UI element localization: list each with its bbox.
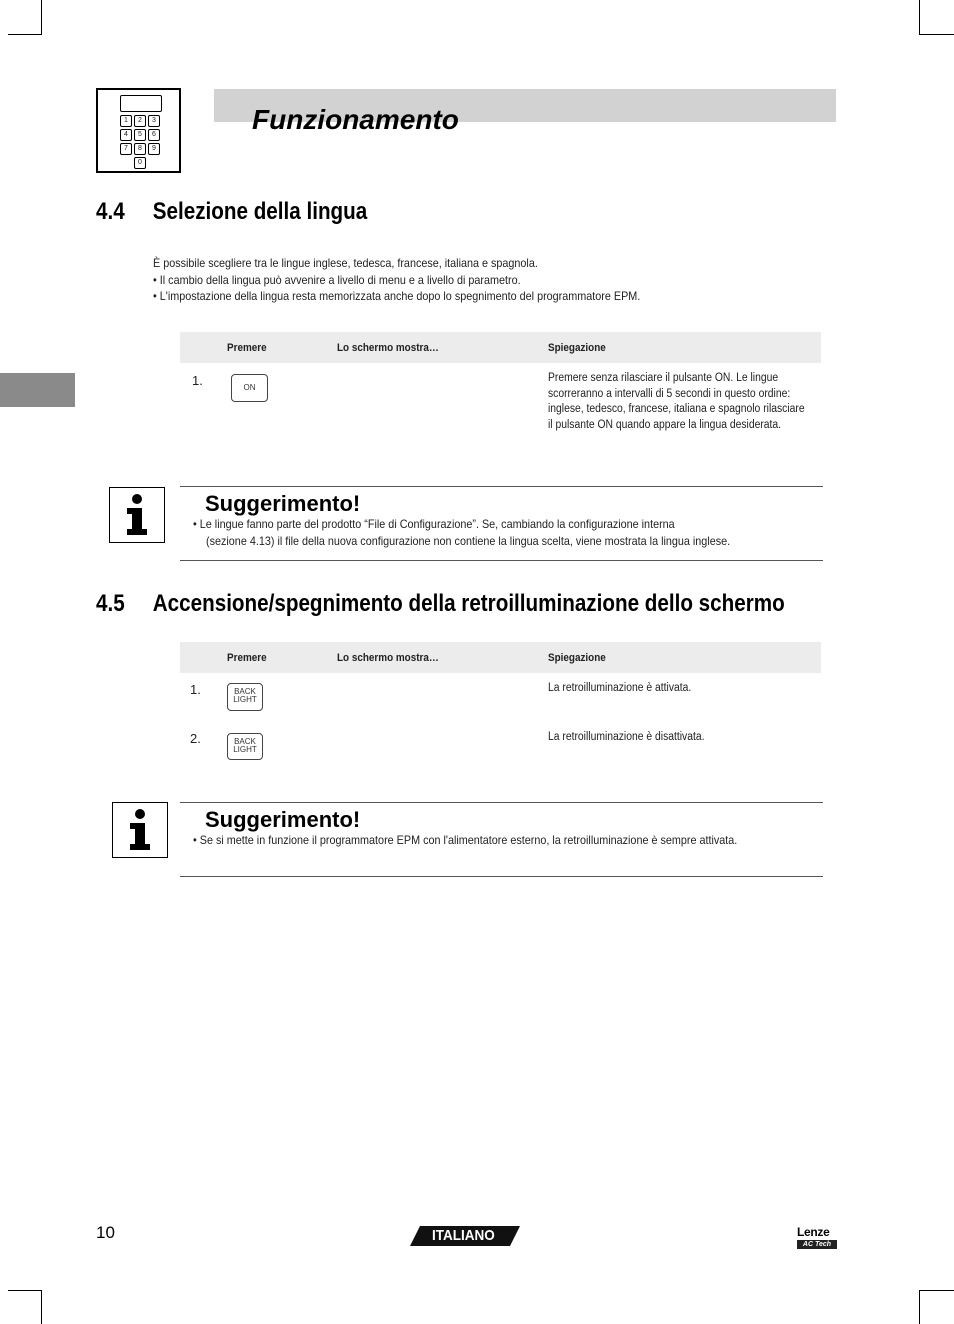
- crop-mark-bl-h: [8, 1290, 42, 1291]
- section-number: 4.4: [96, 198, 125, 225]
- row-number: 1.: [192, 373, 203, 388]
- language-label: ITALIANO: [432, 1227, 495, 1244]
- crop-mark-tl-v: [41, 0, 42, 34]
- col-header-spiegazione: Spiegazione: [548, 652, 606, 664]
- intro-paragraph: È possibile scegliere tra le lingue inglese, tedesca, francese, italiana e spagnola.: [153, 256, 538, 270]
- logo-sub: AC Tech: [797, 1240, 837, 1249]
- row-number: 1.: [190, 682, 201, 697]
- keypad-icon: [96, 88, 181, 173]
- col-header-premere: Premere: [227, 342, 267, 354]
- page-title: Funzionamento: [252, 104, 459, 135]
- info-icon: [112, 802, 168, 858]
- button-label: BACK: [234, 737, 256, 746]
- hint-top-rule: [180, 486, 823, 487]
- keypad-key: 0: [134, 157, 146, 169]
- backlight-button[interactable]: [227, 733, 263, 760]
- col-header-schermo: Lo schermo mostra…: [337, 342, 439, 354]
- keypad-key: 8: [134, 143, 146, 155]
- crop-mark-tl-h: [8, 34, 42, 35]
- keypad-key: 2: [134, 115, 146, 127]
- hint-bottom-rule: [180, 560, 823, 561]
- hint-bottom-rule: [180, 876, 823, 877]
- info-icon: [109, 487, 165, 543]
- section-title: Accensione/spegnimento della retroilluminazione dello schermo: [152, 590, 785, 617]
- crop-mark-bl-v: [41, 1290, 42, 1324]
- intro-bullet: • L'impostazione della lingua resta memorizzata anche dopo lo spegnimento del programmatore EPM.: [153, 289, 641, 303]
- keypad-key: 6: [148, 129, 160, 141]
- keypad-key: 4: [120, 129, 132, 141]
- lenze-logo: [797, 1226, 837, 1249]
- logo-brand: Lenze: [797, 1225, 830, 1239]
- hint-text: (sezione 4.13) il file della nuova configurazione non contiene la lingua scelta, viene mostrata la lingua inglese.: [206, 534, 731, 548]
- col-header-schermo: Lo schermo mostra…: [337, 652, 439, 664]
- keypad-screen: [120, 95, 162, 112]
- keypad-key: 7: [120, 143, 132, 155]
- button-label: LIGHT: [233, 695, 257, 704]
- hint-title: Suggerimento!: [205, 807, 361, 832]
- section-title: Selezione della lingua: [152, 198, 368, 225]
- hint-top-rule: [180, 802, 823, 803]
- row-explanation: La retroilluminazione è disattivata.: [548, 731, 705, 743]
- hint-text: • Se si mette in funzione il programmatore EPM con l'alimentatore esterno, la retroilluminazione è sempre attivata.: [193, 833, 738, 847]
- crop-mark-br-h: [919, 1290, 954, 1291]
- section-heading-4-5: [96, 590, 785, 618]
- hint-text: • Le lingue fanno parte del prodotto “File di Configurazione”. Se, cambiando la configurazione interna: [193, 517, 675, 531]
- intro-bullet: • Il cambio della lingua può avvenire a livello di menu e a livello di parametro.: [153, 273, 521, 287]
- crop-mark-tr-h: [919, 34, 954, 35]
- row-explanation: Premere senza rilasciare il pulsante ON. Le lingue scorreranno a intervalli di 5 secondi in questo ordine: inglese, tedesco, francese, italiana e spagnolo rilasciare il pulsante ON quando appare la lingua desiderata.: [548, 372, 805, 431]
- keypad-key: 1: [120, 115, 132, 127]
- table-header: [180, 332, 821, 363]
- crop-mark-tr-v: [919, 0, 920, 34]
- chapter-side-tab: [0, 373, 75, 407]
- row-number: 2.: [190, 731, 201, 746]
- row-explanation: La retroilluminazione è attivata.: [548, 682, 692, 694]
- crop-mark-br-v: [919, 1290, 920, 1324]
- backlight-button[interactable]: [227, 683, 263, 711]
- hint-title: Suggerimento!: [205, 491, 361, 516]
- col-header-spiegazione: Spiegazione: [548, 342, 606, 354]
- keypad-key: 9: [148, 143, 160, 155]
- section-heading-4-4: [96, 198, 367, 226]
- section-number: 4.5: [96, 590, 125, 617]
- keypad-key: 5: [134, 129, 146, 141]
- button-label: BACK: [234, 687, 256, 696]
- table-header: [180, 642, 821, 673]
- page-number: 10: [96, 1223, 115, 1242]
- on-button[interactable]: ON: [231, 374, 268, 402]
- keypad-key: 3: [148, 115, 160, 127]
- col-header-premere: Premere: [227, 652, 267, 664]
- button-label: LIGHT: [233, 745, 257, 754]
